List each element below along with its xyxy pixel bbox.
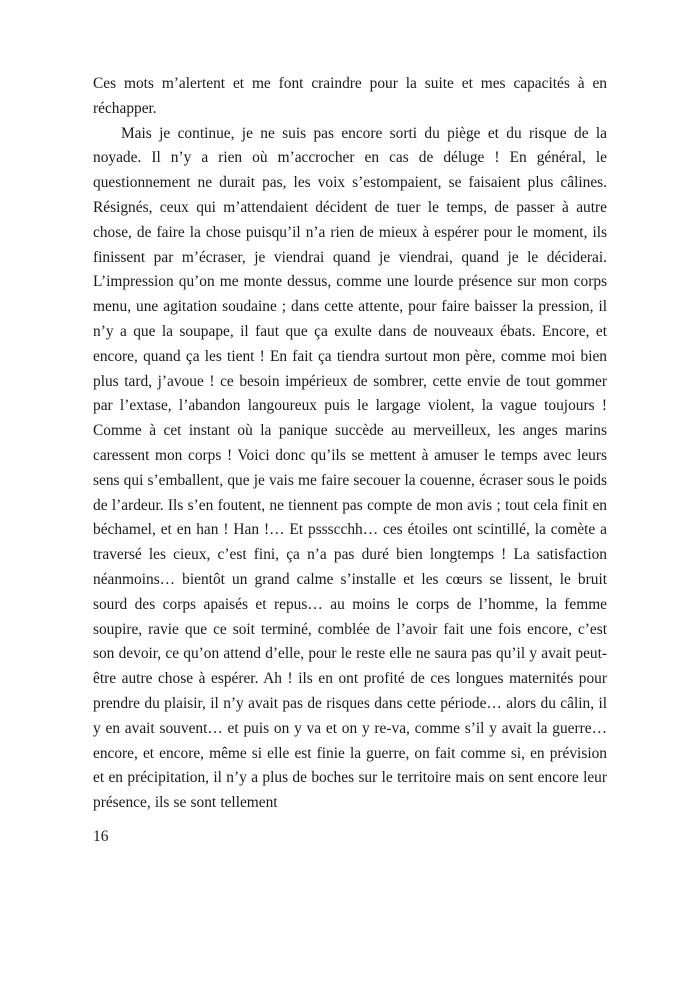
paragraph-body: Mais je continue, je ne suis pas encore sorti du piège et du risque de la noyade. Il n’y a rien où m’accrocher en cas de déluge ! En général, le questionnement ne durait pas, les voix s’estompaient, se faisaient plus câlines. Résignés, ceux qui m’attendaient décident de tuer le temps, de passer à autre chose, de faire la chose puisqu’il n’a rien de mieux à espérer pour le moment, ils finissent par m’écraser, je viendrai quand je viendrai, quand je le déciderai. L’impression qu’on me monte dessus, comme une lourde présence sur mon corps menu, une agitation soudaine ; dans cette attente, pour faire baisser la pression, il n’y a que la soupape, il faut que ça exulte dans de nouveaux ébats. Encore, et encore, quand ça les tient ! En fait ça tiendra surtout mon père, comme moi bien plus tard, j’avoue ! ce besoin impérieux de sombrer, cette envie de tout gommer par l’extase, l’abandon langoureux puis le largage violent, la vague toujours ! Comme à cet instant où la panique succède au merveilleux, les anges marins caressent mon corps ! Voici donc qu’ils se mettent à amuser le temps avec leurs sens qui s’emballent, que je vais me faire secouer la couenne, écraser sous le poids de l’ardeur. Ils s’en foutent, ne tiennent pas compte de mon avis ; tout cela finit en béchamel, et en han ! Han !… Et pssscchh… ces étoiles ont scintillé, la comète a traversé les cieux, c’est fini, ça n’a pas duré bien longtemps ! La satisfaction néanmoins… bientôt un grand calme s’installe et les cœurs se lissent, le bruit sourd des corps apaisés et repus… au moins le corps de l’homme, la femme soupire, ravie que ce soit terminé, comblée de l’avoir fait une fois encore, c’est son devoir, ce qu’on attend d’elle, pour le reste elle ne saura pas qu’il y avait peut-être autre chose à espérer. Ah ! ils en ont profité de ces longues maternités pour prendre du plaisir, il n’y avait pas de risques dans cette période… alors du câlin, il y en avait souvent… et puis on y va et on y re-va, comme s’il y avait la guerre… encore, et encore, même si elle est finie la guerre, on fait comme si, en prévision et en précipitation, il n’y a plus de boches sur le territoire mais on sent encore leur présence, ils se sont tellement	[93, 124, 607, 812]
page-number: 16	[93, 827, 109, 845]
paragraph-continuation: Ces mots m’alertent et me font craindre pour la suite et mes capacités à en réchapper.	[93, 75, 607, 117]
page-text-block	[93, 72, 607, 816]
